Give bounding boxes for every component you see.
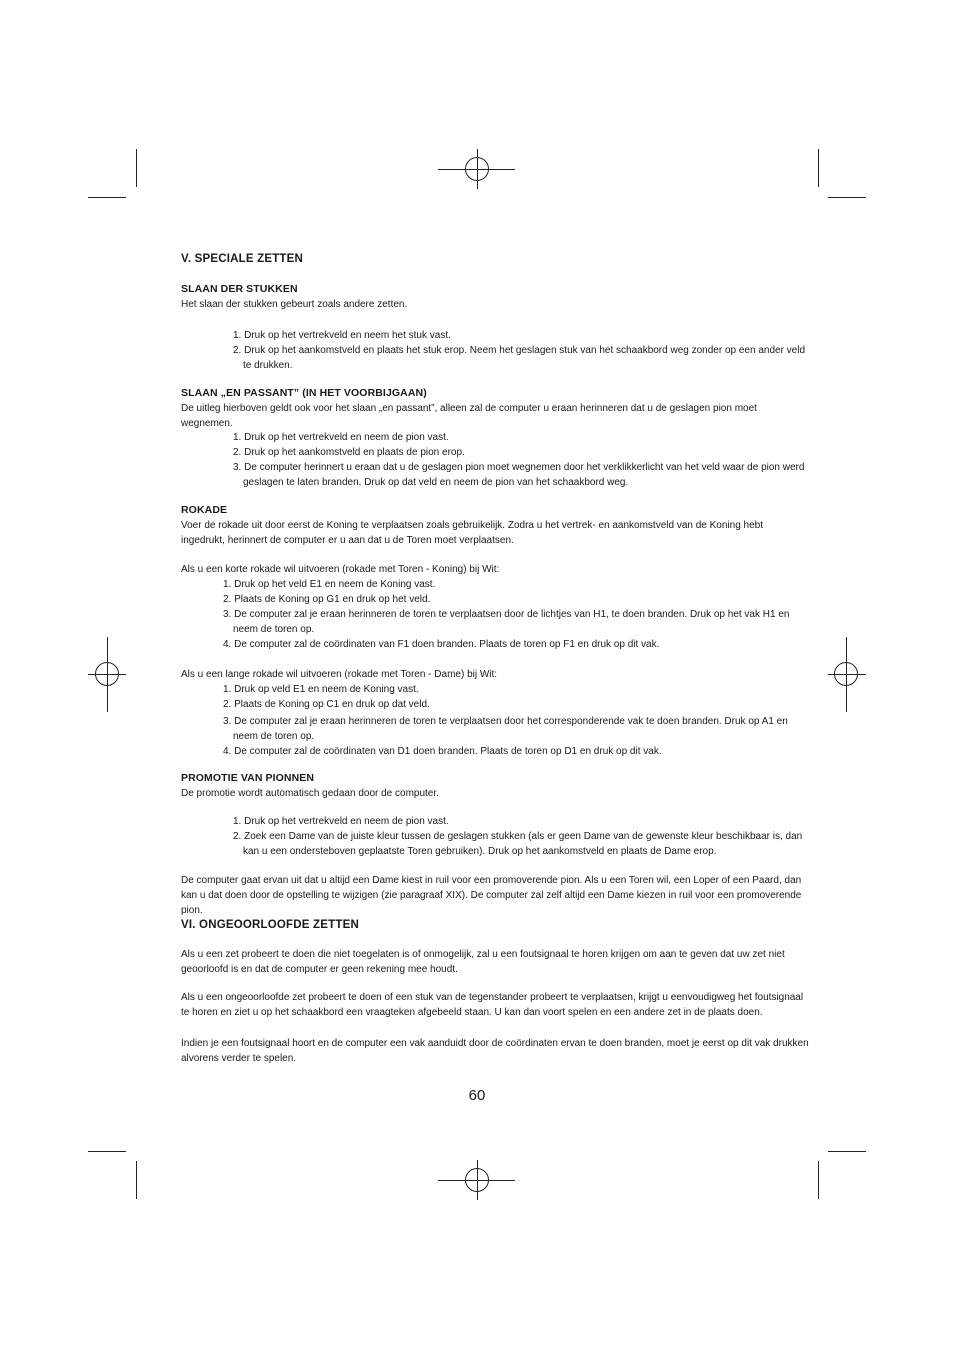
list-item: 2. Zoek een Dame van de juiste kleur tussen de geslagen stukken (als er geen Dame van de gewenste kleur beschikbaar is, dan kan u een ondersteboven geplaatste Toren gebruiken). Druk op het aankomstveld en plaats de Dame erop.: [233, 831, 803, 857]
crop-mark: [828, 197, 866, 198]
crop-mark: [136, 1161, 137, 1199]
list-item: 1. Druk op veld E1 en neem de Koning vast.: [223, 684, 419, 695]
paragraph: Als u een lange rokade wil uitvoeren (rokade met Toren - Dame) bij Wit:: [181, 669, 498, 680]
paragraph: Als u een ongeoorloofde zet probeert te doen of een stuk van de tegenstander probeert te verplaatsen, krijgt u eenvoudigweg het foutsignaal te horen en ziet u op het schaakbord een vraagteken afgebeeld staan. U kan dan voort spelen en een andere zet in de plaats doen.: [181, 992, 804, 1018]
list-item: 3. De computer zal je eraan herinneren de toren te verplaatsen door het corresponderende vak te doen branden. Druk op A1 en neem de toren op.: [223, 716, 788, 742]
step-list: [181, 577, 809, 652]
page-number: 60: [468, 1087, 486, 1104]
registration-circle: [465, 157, 489, 181]
paragraph: De uitleg hierboven geldt ook voor het slaan „en passant”, alleen zal de computer u eraan herinneren dat u de geslagen pion moet wegnemen.: [181, 403, 757, 429]
paragraph: Als u een zet probeert te doen die niet toegelaten is of onmogelijk, zal u een foutsignaal te horen krijgen om aan te geven dat uw zet niet geoorloofd is en dat de computer er geen rekening mee houdt.: [181, 949, 785, 975]
subsection-heading: ROKADE: [181, 504, 228, 516]
crop-mark: [818, 1161, 819, 1199]
list-item: 3. De computer zal je eraan herinneren de toren te verplaatsen door de lichtjes van H1, te doen branden. Druk op het vak H1 en neem de toren op.: [223, 609, 790, 635]
section-heading: VI. ONGEOORLOOFDE ZETTEN: [181, 919, 359, 931]
step-list: [181, 430, 809, 490]
list-item: 2. Plaats de Koning op C1 en druk op dat veld.: [223, 699, 430, 710]
list-item: 2. Plaats de Koning op G1 en druk op het veld.: [223, 594, 431, 605]
list-item: 1. Druk op het vertrekveld en neem de pion vast.: [233, 432, 449, 443]
crop-mark: [136, 149, 137, 187]
paragraph: Het slaan der stukken gebeurt zoals andere zetten.: [181, 299, 408, 310]
list-item: 1. Druk op het vertrekveld en neem de pion vast.: [233, 816, 449, 827]
subsection-heading: PROMOTIE VAN PIONNEN: [181, 772, 315, 784]
list-item: 2. Druk op het aankomstveld en plaats de pion erop.: [233, 447, 465, 458]
subsection-heading: SLAAN „EN PASSANT” (IN HET VOORBIJGAAN): [181, 387, 427, 399]
list-item: 4. De computer zal de coördinaten van D1 doen branden. Plaats de toren op D1 en druk op dit vak.: [223, 746, 662, 757]
section-heading: V. SPECIALE ZETTEN: [181, 253, 304, 265]
registration-circle: [95, 662, 119, 686]
paragraph: Indien je een foutsignaal hoort en de computer een vak aanduidt door de coördinaten ervan te doen branden, moet je eerst op dit vak drukken alvorens verder te spelen.: [181, 1038, 809, 1064]
list-item: 4. De computer zal de coördinaten van F1 doen branden. Plaats de toren op F1 en druk op dit vak.: [223, 639, 660, 650]
registration-circle: [834, 662, 858, 686]
step-list: [181, 814, 809, 859]
list-item: 3. De computer herinnert u eraan dat u de geslagen pion moet wegnemen door het verklikkerlicht van het veld waar de pion werd geslagen te laten branden. Druk op dat veld en neem de pion van het schaakbord weg.: [233, 462, 805, 488]
paragraph: De computer gaat ervan uit dat u altijd een Dame kiest in ruil voor een promoverende pion. Als u een Toren wil, een Loper of een Paard, dan kan u dat doen door de opstelling te wijzigen (zie paragraaf XIX). De computer zal zelf altijd een Dame kiezen in ruil voor een promoverende pion.: [181, 875, 802, 916]
step-list: [181, 682, 809, 759]
crop-mark: [88, 1151, 126, 1152]
paragraph: Voer de rokade uit door eerst de Koning te verplaatsen zoals gebruikelijk. Zodra u het vertrek- en aankomstveld van de Koning hebt ingedrukt, herinnert de computer er u aan dat u de Toren moet verplaatsen.: [181, 520, 764, 546]
paragraph: De promotie wordt automatisch gedaan door de computer.: [181, 788, 439, 799]
step-list: [181, 328, 809, 373]
list-item: 1. Druk op het vertrekveld en neem het stuk vast.: [233, 330, 451, 341]
list-item: 1. Druk op het veld E1 en neem de Koning vast.: [223, 579, 436, 590]
crop-mark: [828, 1151, 866, 1152]
list-item: 2. Druk op het aankomstveld en plaats het stuk erop. Neem het geslagen stuk van het schaakbord weg zonder op een ander veld te drukken.: [233, 345, 806, 371]
subsection-heading: SLAAN DER STUKKEN: [181, 283, 298, 295]
paragraph: Als u een korte rokade wil uitvoeren (rokade met Toren - Koning) bij Wit:: [181, 564, 500, 575]
registration-circle: [465, 1168, 489, 1192]
crop-mark: [818, 149, 819, 187]
crop-mark: [88, 197, 126, 198]
